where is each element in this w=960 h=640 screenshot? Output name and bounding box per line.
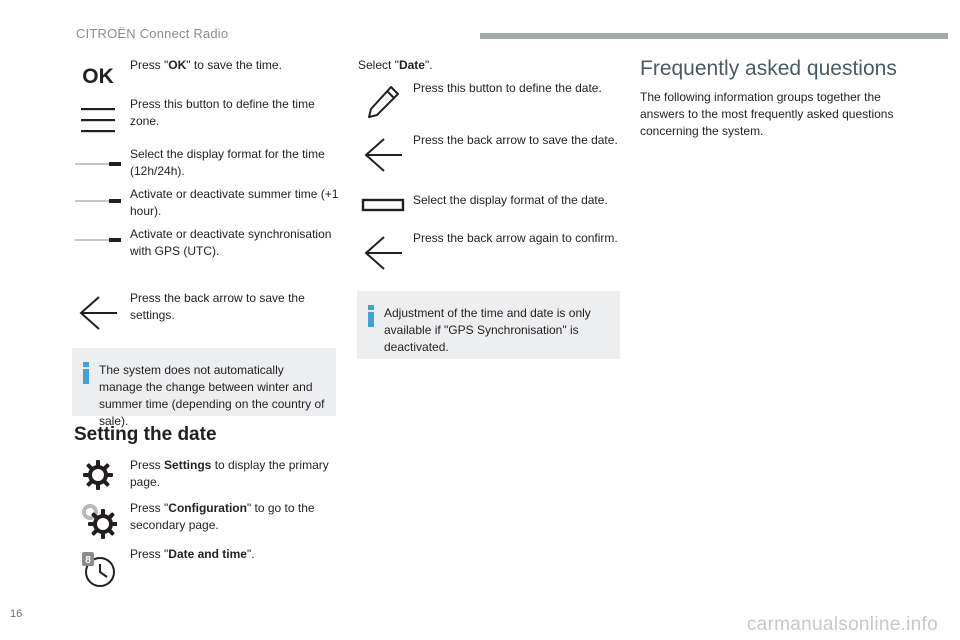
select-date-intro: Select "Date". (358, 58, 433, 72)
instruction-text: Press "Date and time". (130, 547, 255, 561)
faq-text: The following information groups together the answers to the most frequently asked questions concerning the system. (640, 90, 894, 138)
note-text: Adjustment of the time and date is only available if "GPS Synchronisation" is deactivated. (384, 306, 591, 354)
instruction-settings (70, 457, 340, 493)
info-icon (83, 362, 89, 384)
toggle-icon (70, 220, 126, 260)
date-format-icon (355, 185, 411, 225)
instruction-text: Press the back arrow again to confirm. (413, 231, 618, 245)
instruction-text: Select the display format of the date. (413, 193, 608, 207)
header-bar (480, 33, 948, 39)
instruction-text: Press this button to define the time zone. (130, 97, 315, 128)
instruction-text: Press the back arrow to save the settings. (130, 291, 305, 322)
settings-icon (70, 455, 126, 495)
back-arrow-icon (355, 135, 411, 175)
instruction-text: Press the back arrow to save the date. (413, 133, 618, 147)
info-icon (368, 305, 374, 327)
back-arrow-icon (355, 233, 411, 273)
page-number: 16 (10, 608, 23, 620)
instruction-date-format (355, 192, 625, 220)
instruction-summer-time (70, 186, 340, 222)
menu-icon (70, 100, 126, 140)
info-note (357, 291, 620, 359)
toggle-icon (70, 181, 126, 221)
running-header: CITROËN Connect Radio (76, 26, 229, 41)
instruction-date-and-time (70, 546, 340, 590)
section-heading: Setting the date (74, 424, 217, 445)
instruction-back-save-date (355, 132, 625, 174)
note-text: The system does not automatically manage the change between winter and summer time (depending on the country of sale). (99, 363, 325, 428)
svg-text:8: 8 (85, 555, 91, 566)
watermark: carmanualsonline.info (746, 614, 938, 635)
instruction-define-date (355, 80, 625, 120)
configuration-icon (70, 500, 126, 540)
info-note (72, 348, 336, 428)
faq-heading: Frequently asked questions (640, 57, 897, 80)
instruction-text: Press Settings to display the primary page. (130, 458, 329, 489)
pencil-icon (355, 82, 411, 122)
instruction-configuration (70, 500, 340, 542)
instruction-text: Press "OK" to save the time. (130, 58, 282, 72)
instruction-text: Select the display format for the time (12h/24h). (130, 147, 325, 178)
instruction-back-save-settings (70, 290, 340, 330)
instruction-text: Press "Configuration" to go to the secondary page. (130, 501, 315, 532)
instruction-back-confirm (355, 230, 625, 272)
instruction-text: Activate or deactivate synchronisation with GPS (UTC). (130, 227, 332, 258)
instruction-text: Press this button to define the date. (413, 81, 602, 95)
instruction-time-zone (70, 96, 340, 134)
toggle-icon (70, 144, 126, 184)
instruction-text: Activate or deactivate summer time (+1 hour). (130, 187, 339, 218)
instruction-gps-sync (70, 226, 340, 262)
clock-icon (70, 550, 126, 590)
instruction-ok (70, 57, 340, 93)
back-arrow-icon (70, 293, 126, 333)
ok-icon: OK (82, 65, 114, 88)
instruction-time-format (70, 146, 340, 182)
